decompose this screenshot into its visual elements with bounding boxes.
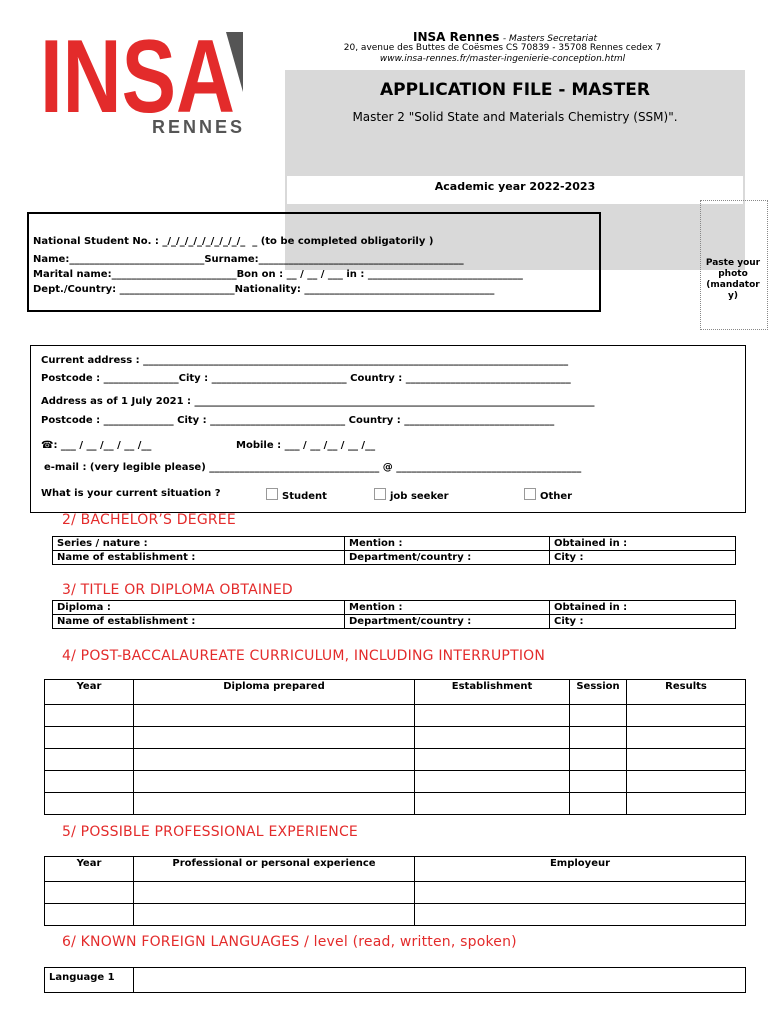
table-cell[interactable]	[134, 771, 415, 793]
table-row	[53, 601, 736, 615]
table-row	[53, 551, 736, 565]
table-cell[interactable]	[570, 793, 627, 815]
insa-logo	[40, 32, 243, 118]
table-cell[interactable]	[627, 771, 746, 793]
table-row	[53, 615, 736, 629]
column-header: Year	[45, 680, 134, 705]
logo-subtext: RENNES	[152, 117, 246, 137]
curriculum-table	[44, 679, 746, 815]
column-header: Diploma prepared	[134, 680, 415, 705]
table-cell[interactable]: Mention :	[345, 601, 550, 615]
table-cell[interactable]	[134, 727, 415, 749]
header-org	[340, 30, 670, 44]
current-address-field[interactable]: Current address : _____________________________________________________________________________________	[41, 355, 569, 366]
job-seeker-option[interactable]	[374, 488, 449, 502]
other-checkbox[interactable]	[524, 488, 536, 500]
july-address-field[interactable]: Address as of 1 July 2021 : ________________________________________________________________________________	[41, 396, 595, 407]
dept-country-field[interactable]: Dept./Country: _______________________Nationality: ______________________________________	[33, 284, 495, 295]
diploma-table	[52, 600, 736, 629]
column-header: Employeur	[415, 857, 746, 882]
student-number-field[interactable]: National Student No. : _/_/_/_/_/_/_/_/_/_ _ (to be completed obligatorily )	[33, 236, 434, 247]
table-cell[interactable]: Department/country :	[345, 551, 550, 565]
table-cell[interactable]	[45, 882, 134, 904]
bachelor-table	[52, 536, 736, 565]
table-cell[interactable]	[415, 705, 570, 727]
org-dept: - Masters Secretariat	[502, 34, 597, 44]
table-cell[interactable]: Series / nature :	[53, 537, 345, 551]
phone-field[interactable]: ☎: ___ / __ /__ / __ /__	[41, 440, 152, 451]
table-row	[53, 537, 736, 551]
language-label: Language 1	[45, 968, 134, 993]
table-cell[interactable]	[45, 727, 134, 749]
table-row	[45, 904, 746, 926]
other-option[interactable]	[524, 488, 572, 502]
table-cell[interactable]	[134, 705, 415, 727]
postcode-field-2[interactable]: Postcode : ______________ City : ___________________________ Country : ______________________________	[41, 415, 555, 426]
column-header: Results	[627, 680, 746, 705]
table-cell[interactable]	[570, 727, 627, 749]
table-cell[interactable]	[415, 793, 570, 815]
column-header: Session	[570, 680, 627, 705]
table-row	[45, 793, 746, 815]
table-row	[45, 749, 746, 771]
mobile-field[interactable]: Mobile : ___ / __ /__ / __ /__	[236, 440, 376, 451]
table-cell[interactable]	[627, 793, 746, 815]
table-cell[interactable]	[415, 749, 570, 771]
column-header: Establishment	[415, 680, 570, 705]
situation-question: What is your current situation ?	[41, 488, 221, 499]
photo-label: Paste your photo (mandator y)	[705, 258, 761, 301]
table-cell[interactable]	[134, 882, 415, 904]
table-cell[interactable]: City :	[550, 615, 736, 629]
section-curriculum-title: 4/ POST-BACCALAUREATE CURRICULUM, INCLUDING INTERRUPTION	[62, 648, 546, 664]
table-row	[45, 727, 746, 749]
table-header-row	[45, 857, 746, 882]
table-cell[interactable]	[627, 749, 746, 771]
table-cell[interactable]	[570, 771, 627, 793]
column-header: Year	[45, 857, 134, 882]
table-cell[interactable]	[415, 771, 570, 793]
table-row	[45, 705, 746, 727]
table-cell[interactable]	[627, 705, 746, 727]
languages-table	[44, 967, 746, 993]
table-row	[45, 771, 746, 793]
table-cell[interactable]	[570, 705, 627, 727]
table-header-row	[45, 680, 746, 705]
table-cell[interactable]: Mention :	[345, 537, 550, 551]
student-checkbox[interactable]	[266, 488, 278, 500]
table-cell[interactable]	[134, 904, 415, 926]
name-field[interactable]: Name:___________________________Surname:_________________________________________	[33, 254, 464, 265]
table-cell[interactable]	[570, 749, 627, 771]
section-experience-title: 5/ POSSIBLE PROFESSIONAL EXPERIENCE	[62, 824, 358, 840]
email-field[interactable]: e-mail : (very legible please) __________________________________ @ _____________________________________	[44, 462, 582, 473]
other-label: Other	[540, 491, 573, 502]
table-cell[interactable]	[415, 882, 746, 904]
job-seeker-checkbox[interactable]	[374, 488, 386, 500]
table-cell[interactable]: City :	[550, 551, 736, 565]
table-cell[interactable]	[134, 968, 746, 993]
table-cell[interactable]	[415, 727, 570, 749]
table-cell[interactable]: Name of establishment :	[53, 551, 345, 565]
section-bachelor-title: 2/ BACHELOR’S DEGREE	[62, 512, 236, 528]
table-cell[interactable]	[45, 793, 134, 815]
master-name: Master 2 "Solid State and Materials Chemistry (SSM)".	[352, 110, 678, 124]
student-label: Student	[282, 491, 327, 502]
job-seeker-label: job seeker	[390, 491, 449, 502]
logo-text: INSA	[40, 32, 235, 118]
postcode-field-1[interactable]: Postcode : _______________City : ___________________________ Country : _________________________________	[41, 373, 571, 384]
header-url[interactable]: www.insa-rennes.fr/master-ingenierie-conception.html	[379, 54, 626, 64]
table-cell[interactable]	[45, 705, 134, 727]
academic-year: Academic year 2022-2023	[434, 180, 596, 193]
table-cell[interactable]	[415, 904, 746, 926]
section-languages-title: 6/ KNOWN FOREIGN LANGUAGES / level (read, written, spoken)	[62, 934, 517, 950]
student-option[interactable]	[266, 488, 327, 502]
header-address: 20, avenue des Buttes de Coësmes CS 70839 - 35708 Rennes cedex 7	[343, 43, 662, 53]
marital-name-field[interactable]: Marital name:_________________________Bon on : __ / __ / ___ in : _______________________________	[33, 269, 523, 280]
table-cell[interactable]	[134, 749, 415, 771]
table-row	[45, 882, 746, 904]
experience-table	[44, 856, 746, 926]
table-cell[interactable]	[45, 749, 134, 771]
table-cell[interactable]: Obtained in :	[550, 601, 736, 615]
table-cell[interactable]: Obtained in :	[550, 537, 736, 551]
table-cell[interactable]	[45, 904, 134, 926]
table-cell[interactable]: Department/country :	[345, 615, 550, 629]
table-row	[45, 968, 746, 993]
table-cell[interactable]	[45, 771, 134, 793]
table-cell[interactable]: Diploma :	[53, 601, 345, 615]
table-cell[interactable]: Name of establishment :	[53, 615, 345, 629]
page-title: APPLICATION FILE - MASTER	[380, 80, 650, 100]
section-diploma-title: 3/ TITLE OR DIPLOMA OBTAINED	[62, 582, 293, 598]
table-cell[interactable]	[134, 793, 415, 815]
column-header: Professional or personal experience	[134, 857, 415, 882]
org-name: INSA Rennes	[413, 30, 500, 44]
table-cell[interactable]	[627, 727, 746, 749]
